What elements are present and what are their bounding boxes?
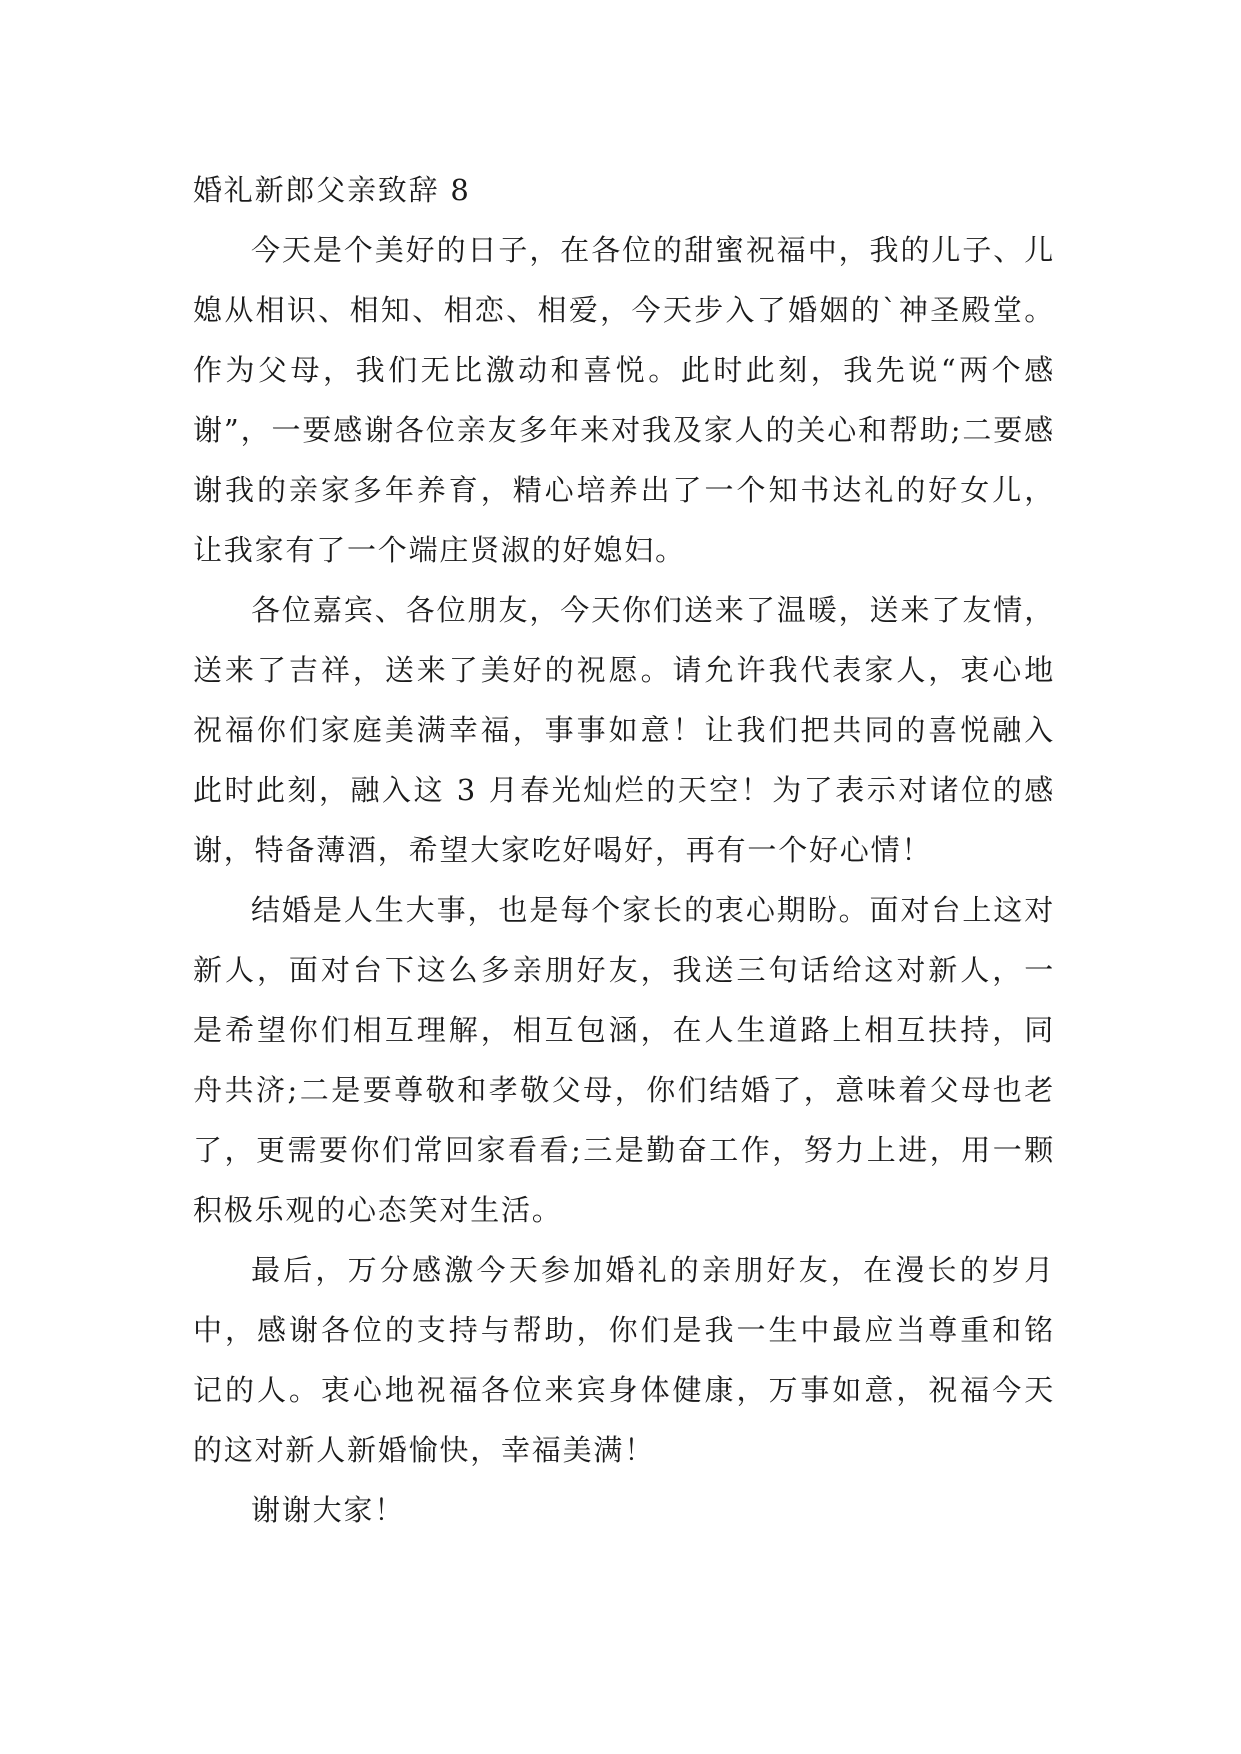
document-title: 婚礼新郎父亲致辞 8 [193,173,471,207]
paragraph-thanks: 谢谢大家！ [251,1493,406,1527]
paragraph-blessing: 各位嘉宾、各位朋友，今天你们送来了温暖，送来了友情，送来了吉祥，送来了美好的祝愿。请允许我代表家人，衷心地祝福你们家庭美满幸福，事事如意！让我们把共同的喜悦融入此时此刻，融入这 3 月春光灿烂的天空！为了表示对诸位的感谢，特备薄酒，希望大家吃好喝好，再有一个好心情！ [193,593,1055,867]
paragraph-opening: 今天是个美好的日子，在各位的甜蜜祝福中，我的儿子、儿媳从相识、相知、相恋、相爱，今天步入了婚姻的`神圣殿堂。作为父母，我们无比激动和喜悦。此时此刻，我先说“两个感谢”，一要感谢各位亲友多年来对我及家人的关心和帮助;二要感谢我的亲家多年养育，精心培养出了一个知书达礼的好女儿，让我家有了一个端庄贤淑的好媳妇。 [193,233,1055,567]
paragraph-closing: 最后，万分感激今天参加婚礼的亲朋好友，在漫长的岁月中，感谢各位的支持与帮助，你们是我一生中最应当尊重和铭记的人。衷心地祝福各位来宾身体健康，万事如意，祝福今天的这对新人新婚愉快，幸福美满！ [193,1253,1055,1467]
paragraph-advice: 结婚是人生大事，也是每个家长的衷心期盼。面对台上这对新人，面对台下这么多亲朋好友，我送三句话给这对新人，一是希望你们相互理解，相互包涵，在人生道路上相互扶持，同舟共济;二是要尊敬和孝敬父母，你们结婚了，意味着父母也老了，更需要你们常回家看看;三是勤奋工作，努力上进，用一颗积极乐观的心态笑对生活。 [193,893,1055,1227]
document-body [193,160,1055,1540]
